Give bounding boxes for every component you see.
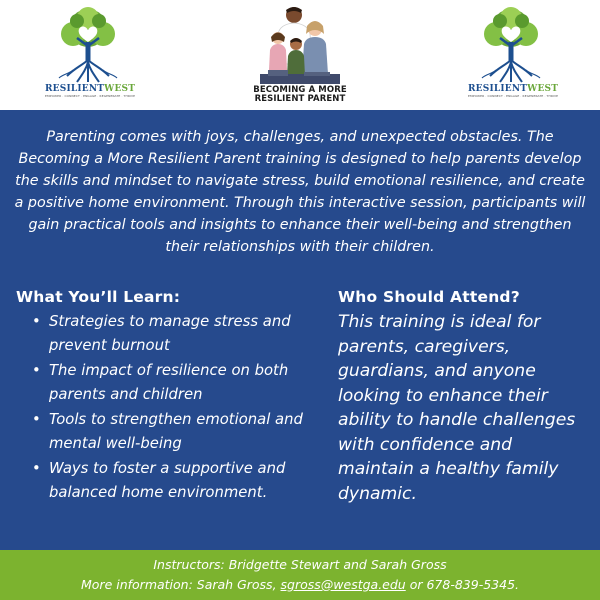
learn-list: [16, 310, 334, 504]
logo-tagline: EMPOWER · CONNECT · ENGAGE · REGENERATE · THRIVE: [468, 94, 559, 98]
logo-tagline: EMPOWER · CONNECT · ENGAGE · REGENERATE · THRIVE: [45, 94, 136, 98]
logo-word-resilient: RESILIENT: [468, 84, 528, 94]
more-info-prefix: More information: Sarah Gross,: [81, 577, 281, 592]
learn-item-text: Strategies to manage stress and prevent burnout: [49, 313, 291, 354]
more-info-phone: or 678-839-5345.: [405, 577, 519, 592]
header-logo-bar: [0, 0, 600, 110]
tree-heart-icon: [53, 6, 123, 84]
more-info-line: [0, 575, 600, 595]
logo-word-resilient: RESILIENT: [45, 84, 105, 94]
learn-item: [32, 310, 334, 357]
becoming-resilient-parent-logo: [230, 4, 370, 108]
content-panel: [0, 110, 600, 550]
logo-wordmark: [45, 84, 136, 94]
learn-item: [32, 359, 334, 406]
intro-paragraph: Parenting comes with joys, challenges, and unexpected obstacles. The Becoming a More Resilient Parent training is designed to help parents develop the skills and mindset to navigate stress, build emotional resilience, and create a positive home environment. Through this interactive session, participants will gain practical tools and insights to enhance their well-being and strengthen their relationships with their children.: [14, 129, 586, 255]
learn-item-text: The impact of resilience on both parents and children: [49, 362, 289, 403]
learn-section: [16, 286, 334, 506]
bullet-icon: •: [32, 362, 41, 379]
attend-heading: Who Should Attend?: [338, 288, 520, 306]
resilient-west-logo-right: [468, 6, 559, 106]
center-logo-title-line2: RESILIENT PARENT: [254, 94, 346, 104]
logo-word-west: WEST: [527, 84, 559, 94]
bullet-icon: •: [32, 411, 41, 428]
learn-item: [32, 457, 334, 504]
footer-bar: [0, 550, 600, 600]
bullet-icon: •: [32, 313, 41, 330]
email-link[interactable]: sgross@westga.edu: [280, 577, 406, 592]
learn-item: [32, 408, 334, 455]
logo-word-west: WEST: [104, 84, 136, 94]
learn-heading: What You’ll Learn:: [16, 288, 181, 306]
bullet-icon: •: [32, 460, 41, 477]
instructors-line: Instructors: Bridgette Stewart and Sarah Gross: [153, 557, 447, 572]
learn-item-text: Tools to strengthen emotional and mental well-being: [49, 411, 303, 452]
attend-text: This training is ideal for parents, caregivers, guardians, and anyone looking to enhance their ability to handle challenges with confidence and maintain a healthy family dynamic.: [338, 312, 576, 504]
logo-wordmark: [468, 84, 559, 94]
attend-section: [338, 286, 588, 506]
resilient-west-logo-left: [45, 6, 136, 106]
family-illustration: [254, 4, 346, 86]
tree-heart-icon: [476, 6, 546, 84]
center-logo-title-line1: BECOMING A MORE: [253, 85, 347, 95]
learn-item-text: Ways to foster a supportive and balanced home environment.: [49, 460, 286, 501]
